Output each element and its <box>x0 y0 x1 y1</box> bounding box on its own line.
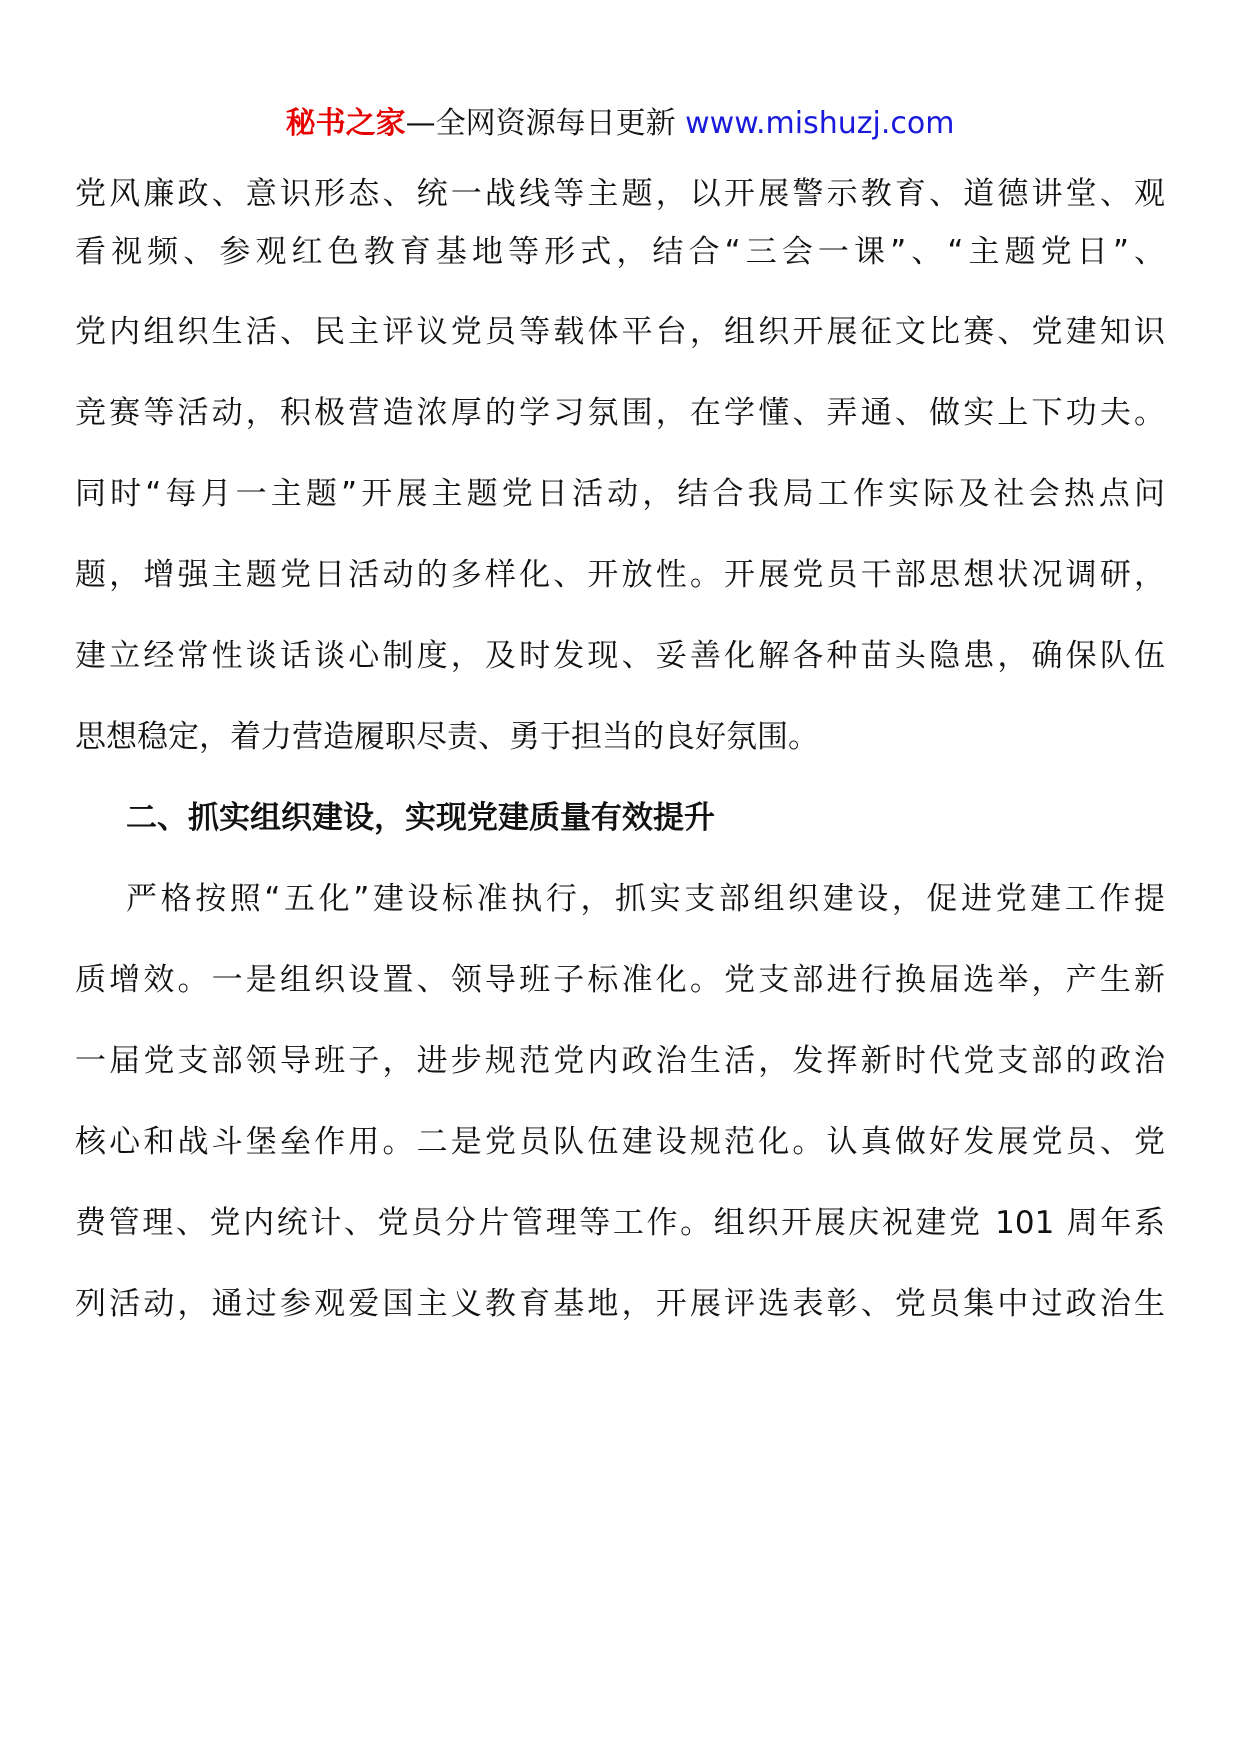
body-line: 严格按照“五化”建设标准执行，抓实支部组织建设，促进党建工作提 <box>126 881 1165 917</box>
body-line: 党风廉政、意识形态、统一战线等主题，以开展警示教育、道德讲堂、观 <box>75 176 1165 212</box>
body-line: 质增效。一是组织设置、领导班子标准化。党支部进行换届选举，产生新 <box>75 962 1165 998</box>
body-line: 看视频、参观红色教育基地等形式，结合“三会一课”、“主题党日”、 <box>75 234 1165 270</box>
body-line: 题，增强主题党日活动的多样化、开放性。开展党员干部思想状况调研， <box>75 557 1165 593</box>
site-url[interactable]: www.mishuzj.com <box>685 106 955 141</box>
section-heading: 二、抓实组织建设，实现党建质量有效提升 <box>126 800 715 836</box>
body-line: 竞赛等活动，积极营造浓厚的学习氛围，在学懂、弄通、做实上下功夫。 <box>75 395 1165 431</box>
body-line: 党内组织生活、民主评议党员等载体平台，组织开展征文比赛、党建知识 <box>75 314 1165 350</box>
body-line: 列活动，通过参观爱国主义教育基地，开展评选表彰、党员集中过政治生 <box>75 1286 1165 1322</box>
body-line: 同时“每月一主题”开展主题党日活动，结合我局工作实际及社会热点问 <box>75 476 1165 512</box>
body-line: 核心和战斗堡垒作用。二是党员队伍建设规范化。认真做好发展党员、党 <box>75 1124 1165 1160</box>
body-line: 思想稳定，着力营造履职尽责、勇于担当的良好氛围。 <box>75 719 819 755</box>
site-brand: 秘书之家 <box>285 106 406 141</box>
site-tagline: —全网资源每日更新 <box>405 106 676 141</box>
body-line: 费管理、党内统计、党员分片管理等工作。组织开展庆祝建党 101 周年系 <box>75 1205 1165 1241</box>
body-line: 建立经常性谈话谈心制度，及时发现、妥善化解各种苗头隐患，确保队伍 <box>75 638 1165 674</box>
body-line: 一届党支部领导班子，进步规范党内政治生活，发挥新时代党支部的政治 <box>75 1043 1165 1079</box>
